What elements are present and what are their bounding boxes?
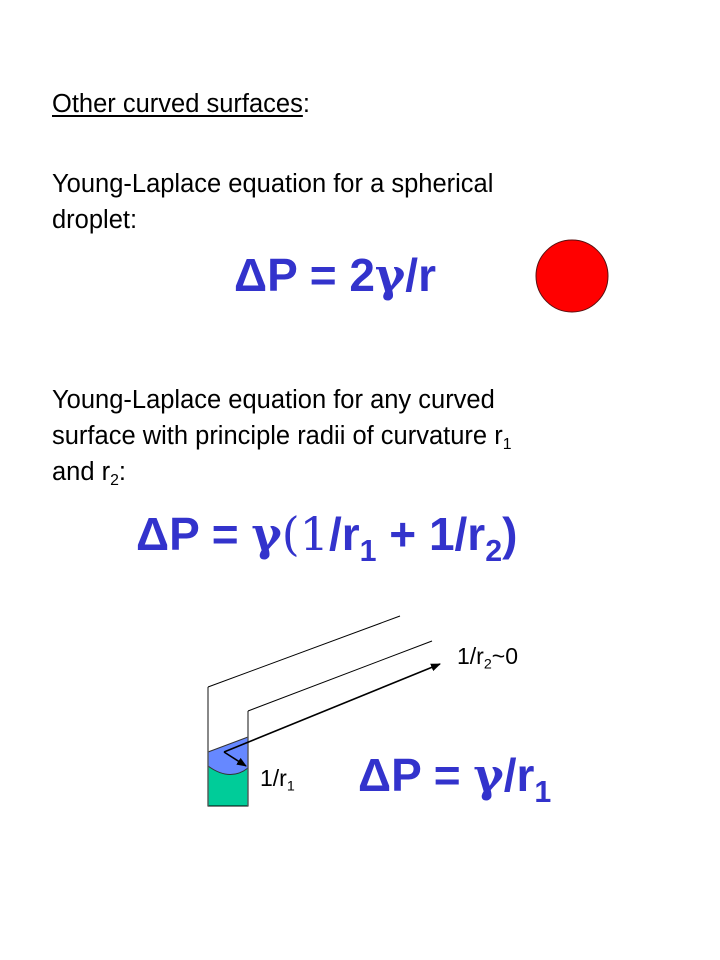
para1-line2: droplet:	[52, 206, 138, 234]
delta-symbol: Δ	[234, 249, 268, 301]
equation-cylindrical	[358, 748, 552, 809]
delta-symbol: Δ	[136, 508, 170, 560]
para2-line2-text: surface with principle radii of curvature r	[52, 422, 503, 450]
meniscus-shape	[208, 737, 248, 775]
label-r2-suffix: ~0	[491, 643, 519, 669]
label-r2-sub: 2	[483, 656, 492, 673]
eq3-lhs: P =	[391, 749, 474, 801]
gamma-symbol: γ	[374, 248, 406, 302]
heading-text: Other curved surfaces	[52, 90, 303, 118]
outer-wall-top	[208, 616, 400, 687]
label-r1-text: 1/r	[260, 765, 287, 791]
inner-wall-top	[248, 641, 432, 711]
label-r1	[260, 760, 295, 796]
eq2-mid: /r	[328, 508, 360, 560]
eq2-sub2: 2	[485, 534, 503, 568]
eq3-sub: 1	[534, 775, 552, 809]
label-r2-text: 1/r	[457, 643, 484, 669]
delta-symbol: Δ	[358, 749, 392, 801]
eq2-sub1: 1	[359, 534, 377, 568]
eq1-lhs: P = 2	[267, 249, 375, 301]
droplet-circle	[536, 240, 608, 312]
para2-line3-text: and r	[52, 458, 111, 486]
gamma-symbol: γ	[473, 748, 504, 802]
label-r1-sub: 1	[286, 778, 295, 795]
para2-line3-colon: :	[118, 458, 127, 486]
subscript-2: 2	[110, 472, 119, 490]
heading-colon: :	[302, 90, 310, 118]
eq3-rhs: /r	[503, 749, 535, 801]
eq2-lhs: P =	[169, 508, 252, 560]
para2-line1: Young-Laplace equation for any curved	[52, 386, 495, 414]
gamma-symbol: γ	[251, 507, 282, 561]
para1-line1: Young-Laplace equation for a spherical	[52, 170, 494, 198]
eq1-rhs: /r	[405, 249, 436, 301]
eq2-paren-open: (1	[281, 507, 329, 561]
subscript-1: 1	[502, 436, 512, 454]
eq2-paren-close: )	[502, 508, 518, 560]
eq2-plus: + 1/r	[376, 508, 486, 560]
label-r2	[457, 638, 518, 674]
